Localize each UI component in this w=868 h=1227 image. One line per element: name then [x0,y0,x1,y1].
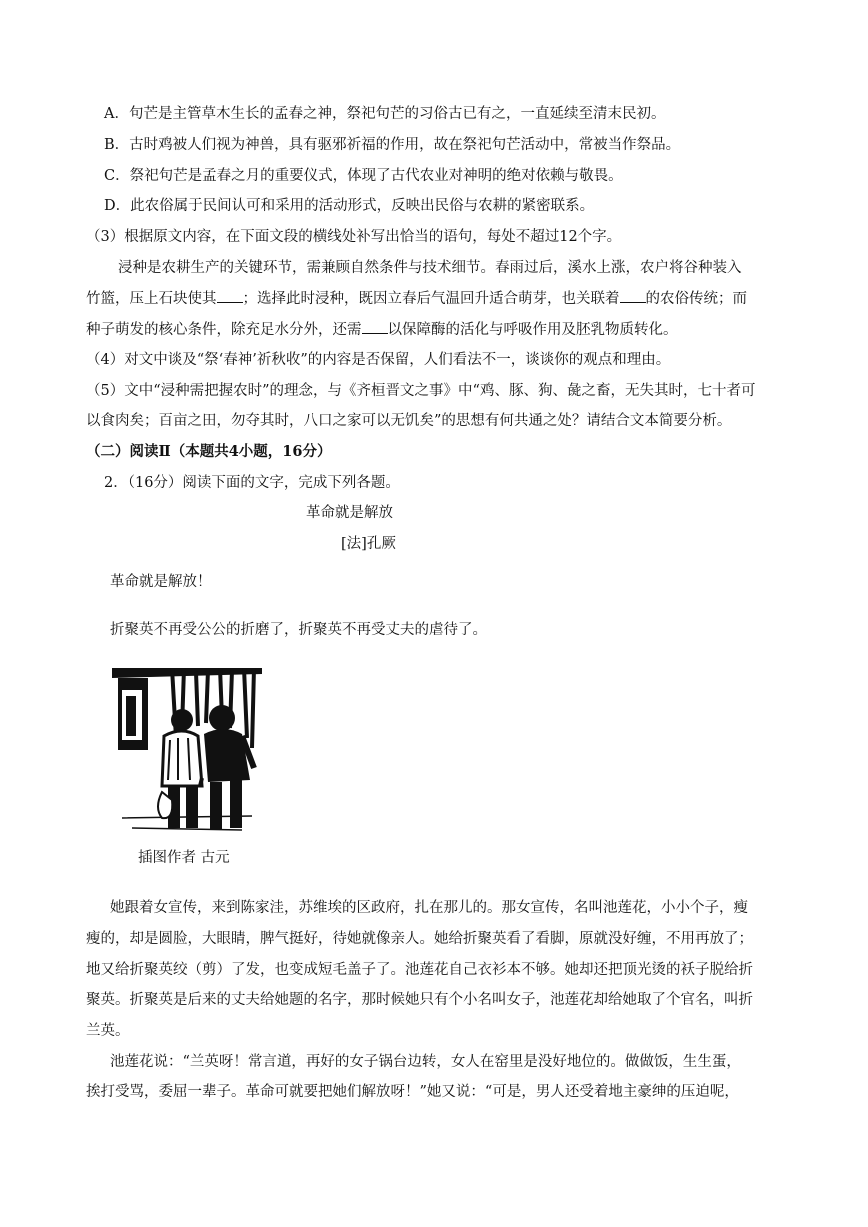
story-paragraph-3-line-2: 瘦的，却是圆脸，大眼睛，脾气挺好，待她就像亲人。她给折聚英看了看脚，原就没好缠，不用再放了； [86,931,753,947]
story-paragraph-3-line-3: 地又给折聚英绞（剪）了发，也变成短毛盖子了。池莲花自己衣衫本不够。她却还把顶光烫的袄子脱给折 [86,962,753,978]
story-paragraph-2: 折聚英不再受公公的折磨了，折聚英不再受丈夫的虐待了。 [110,622,487,638]
q3-passage-line-2 [86,288,747,309]
question-2-intro: 2．（16分）阅读下面的文字，完成下列各题。 [104,475,400,491]
q3-text-e: 以保障酶的活化与呼吸作用及胚乳物质转化。 [387,322,678,338]
question-5-line-1: （5）文中“浸种需把握农时”的理念，与《齐桓晋文之事》中“鸡、豚、狗、彘之畜，无失其时，七十者可 [86,383,756,399]
story-paragraph-3-line-5: 兰英。 [86,1023,130,1039]
q3-text-c: 的农俗传统；而 [645,291,747,307]
story-paragraph-3-line-1: 她跟着女宣传，来到陈家洼，苏维埃的区政府，扎在那儿的。那女宣传，名叫池莲花，小小个子，瘦 [110,900,748,916]
option-d: D．此农俗属于民间认可和采用的活动形式，反映出民俗与农耕的紧密联系。 [104,198,595,214]
q3-text-d: 种子萌发的核心条件，除充足水分外，还需 [86,322,362,338]
answer-blank-3[interactable] [362,319,388,334]
question-3-prompt: （3）根据原文内容，在下面文段的横线处补写出恰当的语句，每处不超过12个字。 [86,229,622,245]
story-paragraph-3-line-4: 聚英。折聚英是后来的丈夫给她题的名字，那时候她只有个小名叫女子，池莲花却给她取了个官名，叫折 [86,992,753,1008]
story-paragraph-4-line-2: 挨打受骂，委屈一辈子。革命可就要把她们解放呀！”她又说：“可是，男人还受着地主豪绅的压迫呢， [86,1084,739,1100]
option-a: A．句芒是主管草木生长的孟春之神，祭祀句芒的习俗古已有之，一直延续至清末民初。 [104,106,666,122]
illustration-caption: 插图作者 古元 [138,850,230,866]
question-4: （4）对文中谈及“祭‘春神’祈秋收”的内容是否保留，人们看法不一，谈谈你的观点和理由。 [86,352,671,368]
answer-blank-2[interactable] [620,288,646,303]
q3-passage-line-3 [86,319,678,340]
answer-blank-1[interactable] [217,288,243,303]
story-paragraph-4-line-1: 池莲花说：“兰英呀！常言道，再好的女子锅台边转，女人在窑里是没好地位的。做做饭，生生蛋， [110,1054,741,1070]
q3-text-b: ；选择此时浸种，既因立春后气温回升适合萌芽，也关联着 [242,291,620,307]
section-heading: （二）阅读Ⅱ（本题共4小题，16分） [86,443,332,460]
option-c: C．祭祀句芒是孟春之月的重要仪式，体现了古代农业对神明的绝对依赖与敬畏。 [104,168,623,184]
q3-passage-line-1: 浸种是农耕生产的关键环节，需兼顾自然条件与技术细节。春雨过后，溪水上涨，农户将谷种装入 [118,260,742,276]
option-b: B．古时鸡被人们视为神兽，具有驱邪祈福的作用，故在祭祀句芒活动中，常被当作祭品。 [104,137,681,153]
question-5-line-2: 以食肉矣；百亩之田，勿夺其时，八口之家可以无饥矣”的思想有何共通之处？请结合文本简要分析。 [86,413,732,429]
story-title: 革命就是解放 [306,505,393,521]
story-paragraph-1: 革命就是解放！ [110,574,212,590]
q3-text-a: 竹篮，压上石块使其 [86,291,217,307]
woodcut-illustration [112,668,262,846]
story-author: [法]孔厥 [341,536,396,552]
